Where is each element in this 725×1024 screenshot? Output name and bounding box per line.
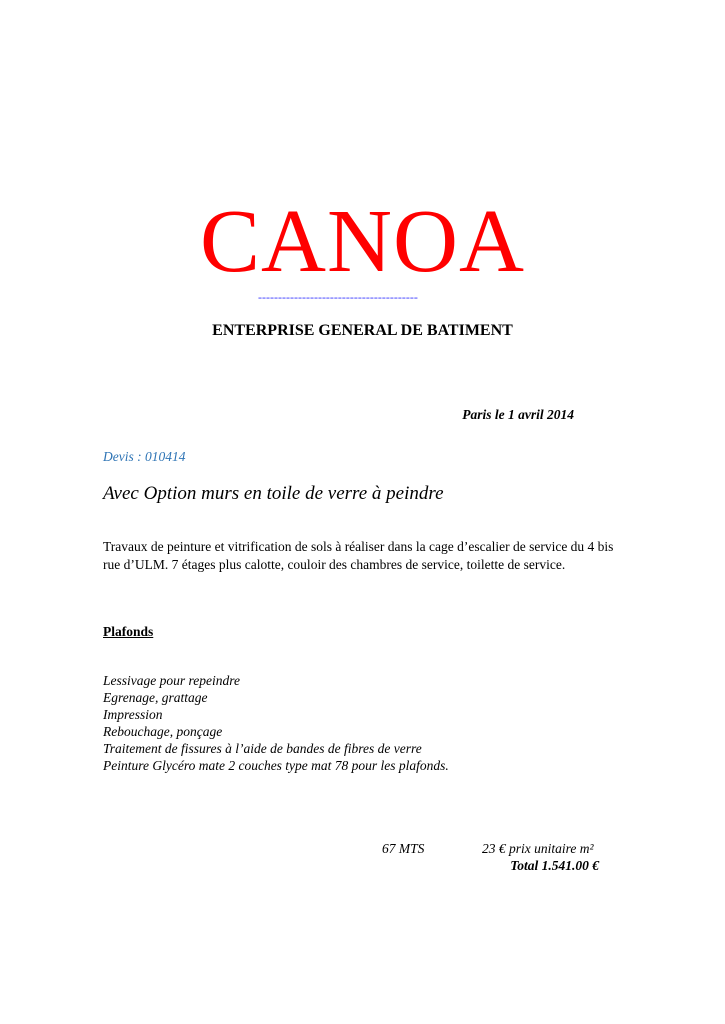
task-item: Impression: [103, 707, 163, 722]
task-item: Peinture Glycéro mate 2 couches type mat 78 pour les plafonds.: [103, 758, 449, 773]
quantity: 67 MTS: [382, 841, 425, 856]
devis-number: Devis : 010414: [103, 449, 186, 464]
company-logo-text: CANOA: [199, 192, 525, 291]
task-item: Traitement de fissures à l’aide de bandes de fibres de verre: [103, 741, 422, 756]
task-item: Lessivage pour repeindre: [103, 673, 240, 688]
unit-price: 23 € prix unitaire m²: [482, 841, 594, 856]
company-name: ENTERPRISE GENERAL DE BATIMENT: [212, 322, 513, 339]
logo-divider: ----------------------------------------: [258, 290, 418, 304]
task-list: [103, 672, 449, 774]
total-price: Total 1.541.00 €: [510, 858, 599, 873]
task-item: Egrenage, grattage: [103, 690, 208, 705]
option-title: Avec Option murs en toile de verre à peindre: [103, 483, 444, 504]
section-heading-plafonds: Plafonds: [103, 624, 154, 639]
task-item: Rebouchage, ponçage: [103, 724, 223, 739]
work-description: Travaux de peinture et vitrification de sols à réaliser dans la cage d’escalier de service du 4 bis rue d’ULM. 7 étages plus calotte, couloir des chambres de service, toilette de service.: [103, 539, 614, 572]
date-line: Paris le 1 avril 2014: [462, 407, 574, 422]
